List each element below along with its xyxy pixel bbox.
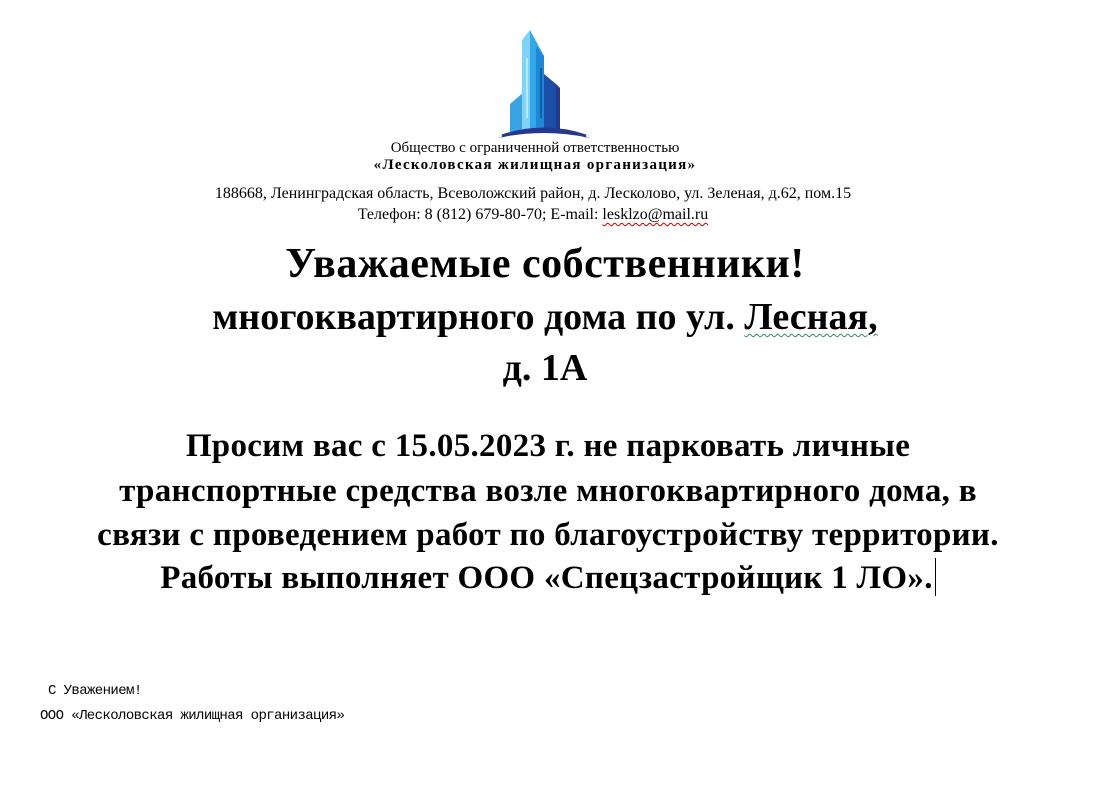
building-logo-icon [496,28,592,144]
page-title: Уважаемые собственники! [285,241,805,287]
text-cursor [935,558,936,596]
email-link[interactable]: lesklzo@mail.ru [602,206,709,223]
phone-text: Телефон: 8 (812) 679-80-70; E-mail: [357,206,603,223]
org-contacts [0,205,1066,225]
closing-signature: ООО «Лесколовская жилищная организация» [40,708,345,724]
notice-line-3: связи с проведением работ по благоустройству территории. [97,517,999,553]
org-type: Общество с ограниченной ответственностью [390,140,680,156]
notice-line-2: транспортные средства возле многоквартирного дома, в [119,473,977,509]
title-street: Лесная, [744,296,878,338]
notice-line-4 [0,558,1096,598]
title-line-2 [0,295,1090,339]
title-line-3: д. 1А [502,347,588,389]
closing-greeting: С Уважением! [48,683,142,699]
org-address: 188668, Ленинградская область, Всеволожский район, д. Лесколово, ул. Зеленая, д.62, пом.15 [214,185,852,202]
notice-line-4-text: Работы выполняет ООО «Спецзастройщик 1 ЛО». [160,560,933,596]
notice-line-1: Просим вас с 15.05.2023 г. не парковать личные [185,428,911,464]
org-name: «Лесколовская жилищная организация» [373,157,697,173]
title-line-2-start: многоквартирного дома по ул. [212,296,745,338]
